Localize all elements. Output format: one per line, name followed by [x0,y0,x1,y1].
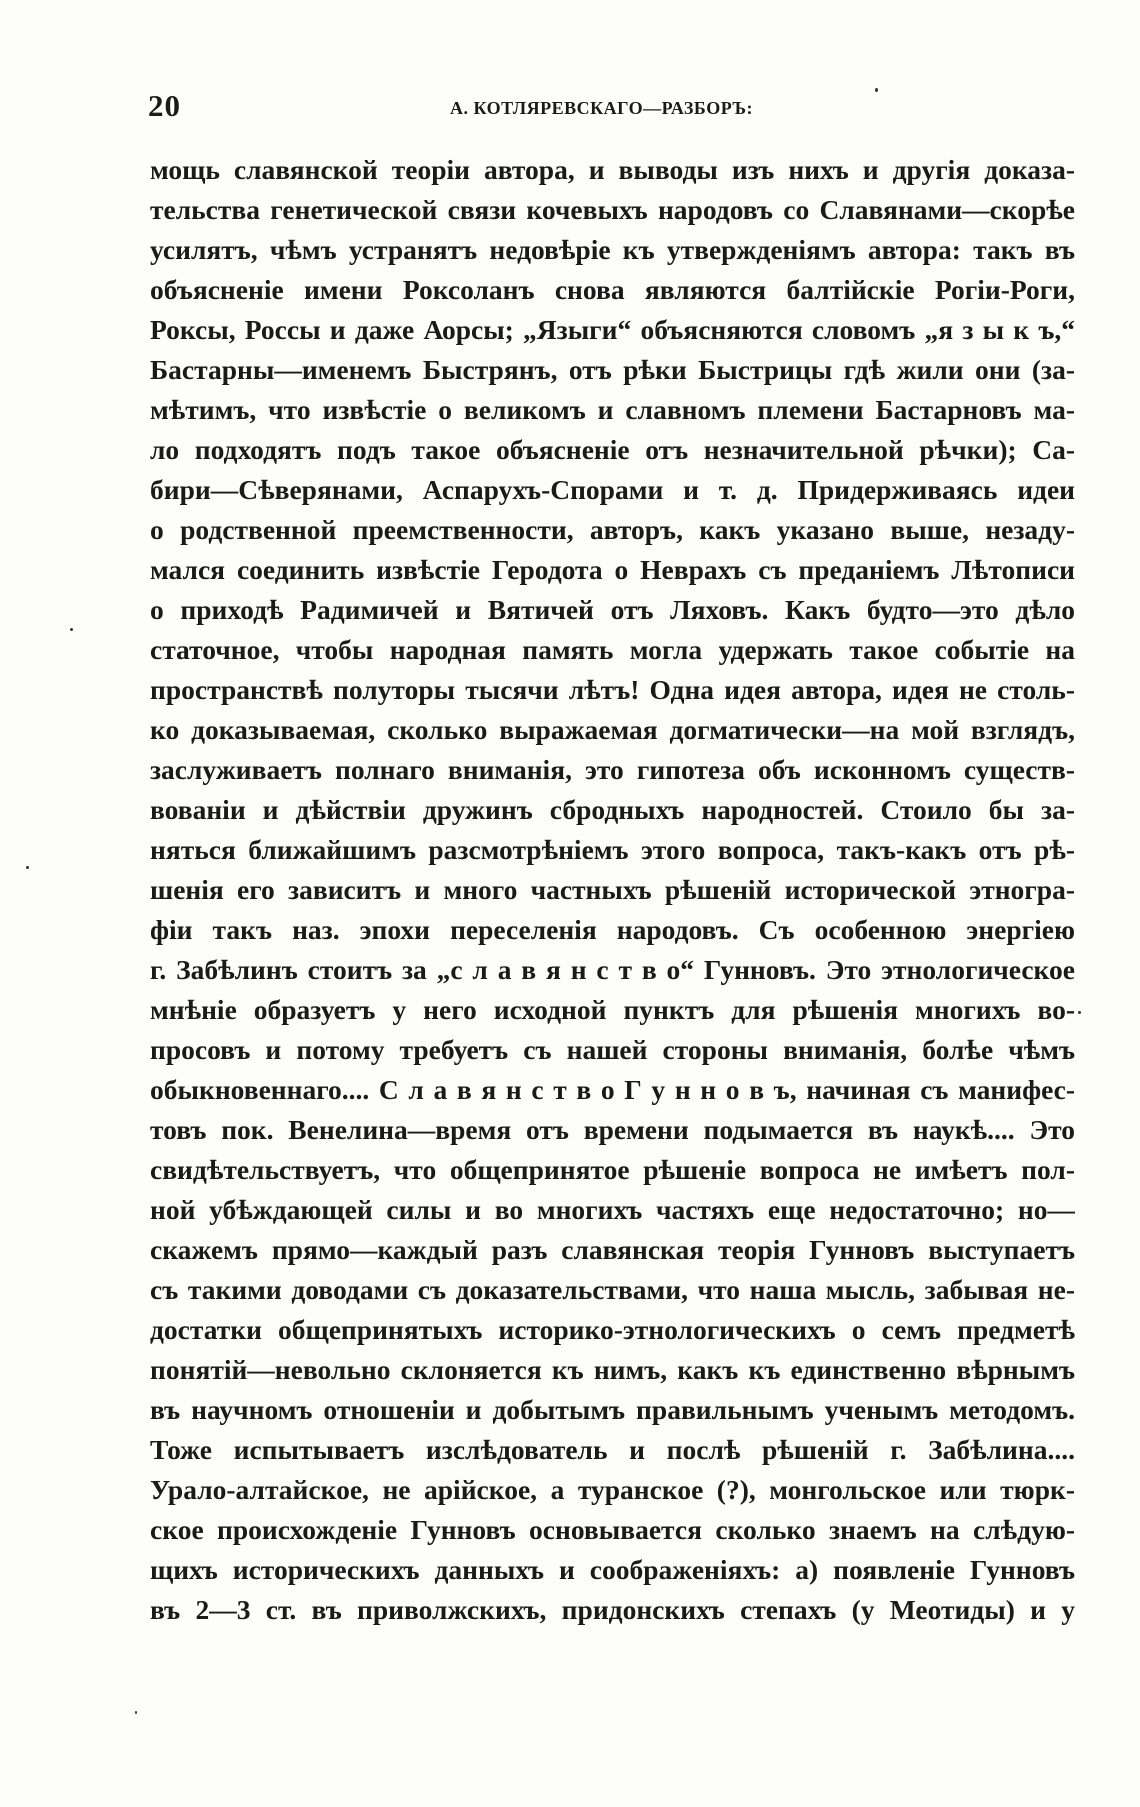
text-line: шенія его зависитъ и много частныхъ рѣшеній исторической этногра- [150,874,1075,905]
text-line: пространствѣ полуторы тысячи лѣтъ! Одна идея автора, идея не столь- [150,674,1075,705]
text-line: усилятъ, чѣмъ устранятъ недовѣріе къ утвержденіямъ автора: такъ въ [150,234,1075,265]
text-line: понятій—невольно склоняется къ нимъ, какъ къ единственно вѣрнымъ [150,1354,1075,1385]
text-line: достатки общепринятыхъ историко-этнологическихъ о семъ предметѣ [150,1314,1075,1345]
text-line: няться ближайшимъ разсмотрѣніемъ этого вопроса, такъ-какъ отъ рѣ- [150,834,1075,865]
scan-speck [26,866,29,869]
text-line: о приходѣ Радимичей и Вятичей отъ Ляховъ. Какъ будто—это дѣло [150,594,1075,625]
text-line: скажемъ прямо—каждый разъ славянская теорія Гунновъ выступаетъ [150,1234,1075,1265]
scan-speck [135,1711,137,1714]
text-line: просовъ и потому требуетъ съ нашей стороны вниманія, болѣе чѣмъ [150,1034,1075,1065]
text-line: въ научномъ отношеніи и добытымъ правильнымъ ученымъ методомъ. [150,1394,1075,1425]
text-line: о родственной преемственности, авторъ, какъ указано выше, незаду- [150,514,1075,545]
text-line: тельства генетической связи кочевыхъ народовъ со Славянами—скорѣе [150,194,1075,225]
text-line: ло подходятъ подъ такое объясненіе отъ незначительной рѣчки); Са- [150,434,1075,465]
text-line: ко доказываемая, сколько выражаемая догматически—на мой взглядъ, [150,714,1075,745]
text-line: мнѣніе образуетъ у него исходной пунктъ для рѣшенія многихъ во- [150,994,1075,1025]
page-number: 20 [148,88,181,123]
text-line: г. Забѣлинъ стоитъ за „с л а в я н с т в о“ Гунновъ. Это этнологическое [150,954,1075,985]
text-line: мался соединить извѣстіе Геродота о Неврахъ съ преданіемъ Лѣтописи [150,554,1075,585]
text-line: статочное, чтобы народная память могла удержать такое событіе на [150,634,1075,665]
text-line: мощь славянской теоріи автора, и выводы изъ нихъ и другія доказа- [150,154,1075,185]
text-line: Бастарны—именемъ Быстрянъ, отъ рѣки Быстрицы гдѣ жили они (за- [150,354,1075,385]
text-line: фіи такъ наз. эпохи переселенія народовъ. Съ особенною энергіею [150,914,1075,945]
text-line: мѣтимъ, что извѣстіе о великомъ и славномъ племени Бастарновъ ма- [150,394,1075,425]
scan-speck [1078,1011,1081,1014]
text-line: бири—Сѣверянами, Аспарухъ-Спорами и т. д. Придерживаясь идеи [150,474,1075,505]
text-line: Роксы, Россы и даже Аорсы; „Языги“ объясняются словомъ „я з ы к ъ,“ [150,314,1075,345]
text-line: свидѣтельствуетъ, что общепринятое рѣшеніе вопроса не имѣетъ пол- [150,1154,1075,1185]
text-line: заслуживаетъ полнаго вниманія, это гипотеза объ исконномъ существ- [150,754,1075,785]
text-line: ной убѣждающей силы и во многихъ частяхъ еще недостаточно; но— [150,1194,1075,1225]
running-head: А. КОТЛЯРЕВСКАГО—РАЗБОРЪ: [450,98,753,118]
text-line: объясненіе имени Роксоланъ снова являются балтійскіе Рогіи-Роги, [150,274,1075,305]
text-line: вованіи и дѣйствіи дружинъ сбродныхъ народностей. Стоило бы за- [150,794,1075,825]
scan-speck [875,88,878,92]
text-line: съ такими доводами съ доказательствами, что наша мысль, забывая не- [150,1274,1075,1305]
text-line: Урало-алтайское, не арійское, а туранское (?), монгольское или тюрк- [150,1474,1075,1505]
text-line: щихъ историческихъ данныхъ и соображеніяхъ: а) появленіе Гунновъ [150,1554,1075,1585]
text-line: товъ пок. Венелина—время отъ времени подымается въ наукѣ.... Это [150,1114,1075,1145]
text-line: въ 2—3 ст. въ приволжскихъ, придонскихъ степахъ (у Меотиды) и у [150,1594,1075,1625]
text-line: Тоже испытываетъ изслѣдователь и послѣ рѣшеній г. Забѣлина.... [150,1434,1075,1465]
text-line: ское происхожденіе Гунновъ основывается сколько знаемъ на слѣдую- [150,1514,1075,1545]
text-line: обыкновеннаго.... С л а в я н с т в о Г у н н о в ъ, начиная съ манифес- [150,1074,1075,1105]
scan-speck [70,628,73,631]
body-text [150,150,1075,1630]
